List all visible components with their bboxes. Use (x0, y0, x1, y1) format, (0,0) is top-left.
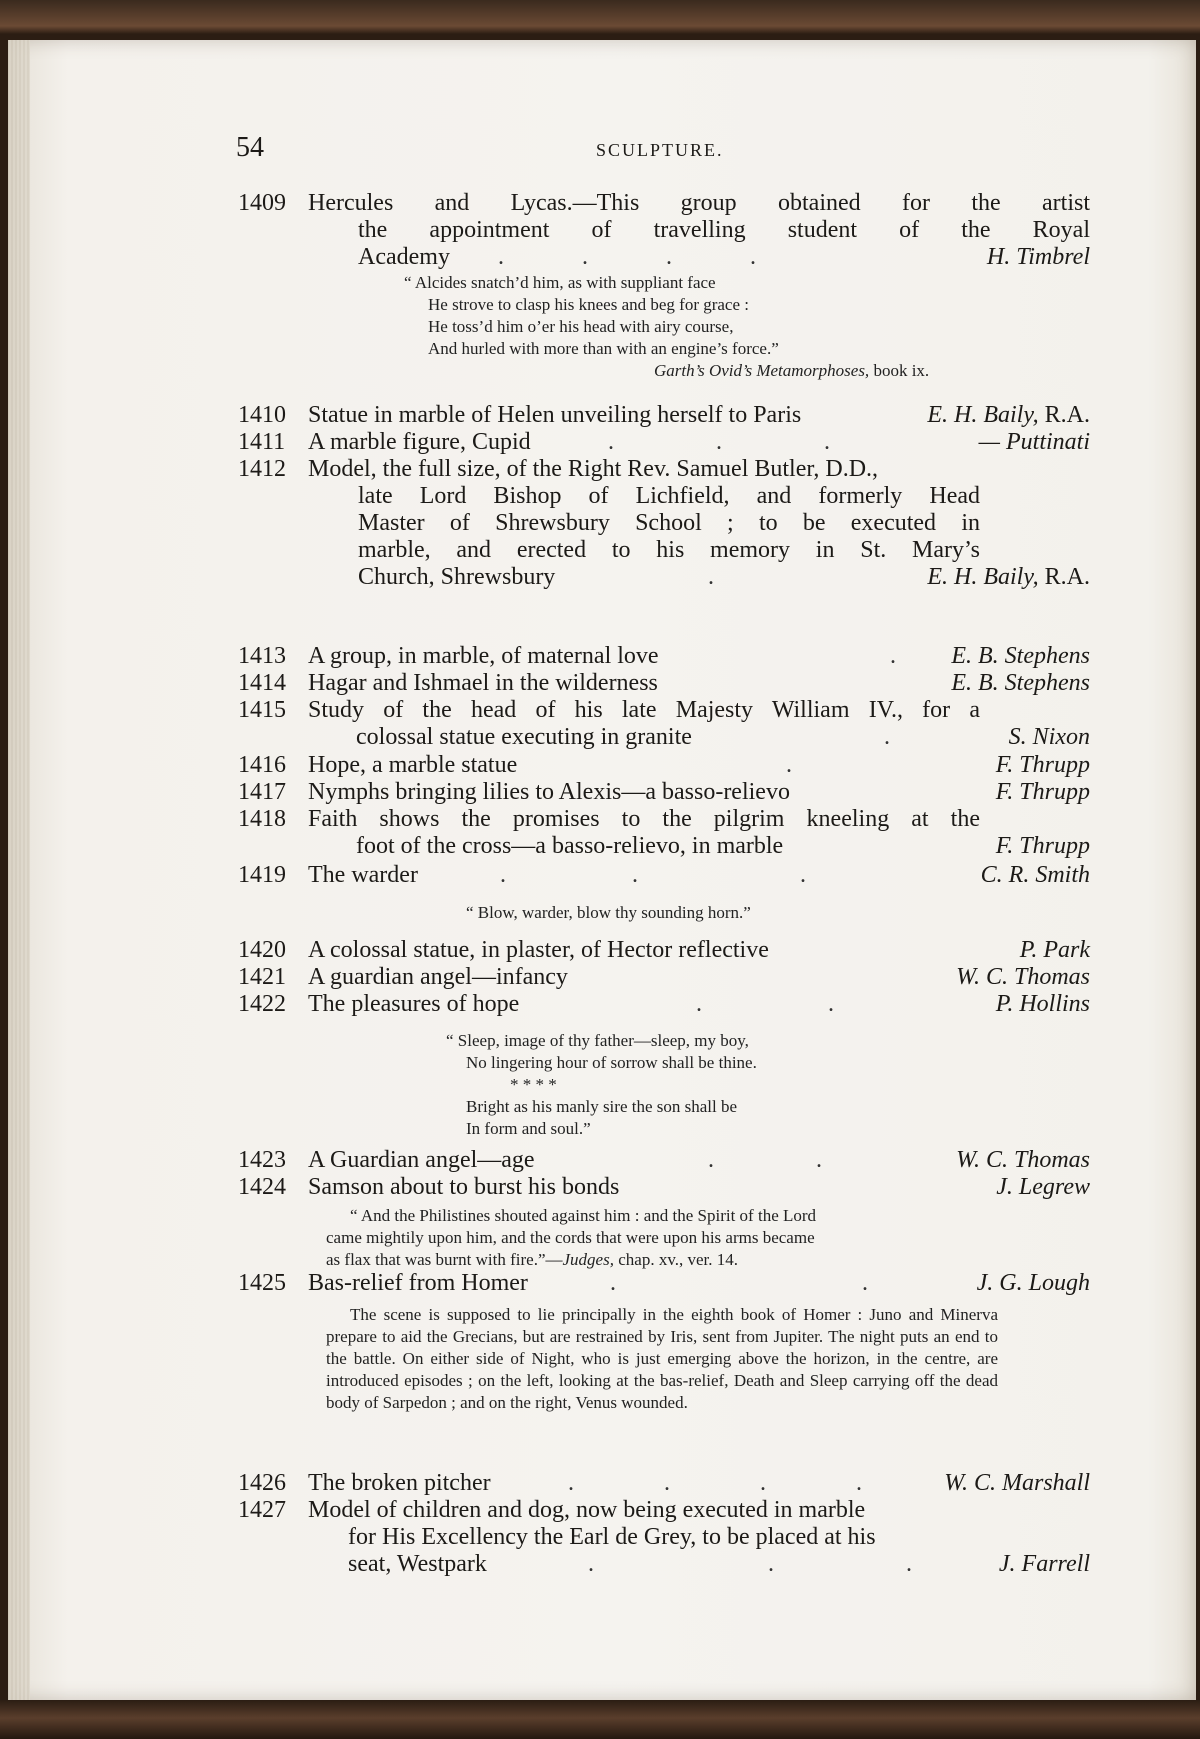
quote-source: Judges, (562, 1250, 614, 1269)
entry-number: 1421 (238, 964, 286, 990)
catalogue-entry (238, 779, 1090, 806)
quote-source-detail: chap. xv., ver. 14. (613, 1250, 738, 1269)
entry-number: 1415 (238, 697, 286, 723)
entry-title: Hope, a marble statue (308, 752, 518, 778)
artist-name: C. R. Smith (980, 862, 1090, 888)
quote-line: “ Alcides snatch’d him, as with suppliant face (404, 273, 716, 292)
quote-line: He toss’d him o’er his head with airy course, (428, 317, 734, 336)
artist-name: J. G. Lough (976, 1270, 1090, 1296)
catalogue-entry: 1419 The warder . . . C. R. Smith (238, 862, 1090, 888)
entry-title: Study of the head of his late Majesty William IV., for a (308, 697, 980, 723)
artist-name: W. C. Thomas (956, 964, 1090, 990)
artist-title: R.A. (1038, 564, 1090, 590)
entry-title: seat, Westpark (348, 1551, 487, 1577)
catalogue-entry (238, 670, 1090, 697)
entry-title: Model of children and dog, now being executed in marble (308, 1497, 866, 1523)
entry-number: 1417 (238, 779, 286, 805)
entry-number: 1416 (238, 752, 286, 778)
entry-number: 1422 (238, 991, 286, 1017)
running-title: SCULPTURE. (596, 140, 724, 160)
entry-number: 1413 (238, 643, 286, 669)
entry-number: 1414 (238, 670, 286, 696)
entry-number: 1418 (238, 806, 286, 832)
catalogue-entry: 1426 The broken pitcher . . . . W. C. Marshall (238, 1470, 1090, 1496)
catalogue-entry (238, 1174, 1090, 1201)
catalogue-entry (238, 964, 1090, 991)
prose-quote (326, 1205, 816, 1271)
book-page (8, 40, 1196, 1700)
entry-number: 1411 (238, 429, 286, 455)
quote-line: “ Sleep, image of thy father—sleep, my boy, (446, 1031, 749, 1050)
verse-quote (446, 1030, 757, 1140)
artist-name: F. Thrupp (995, 779, 1090, 805)
entry-title: the appointment of travelling student of the Royal (358, 217, 1090, 243)
entry-title: Nymphs bringing lilies to Alexis—a basso-relievo (308, 779, 790, 805)
quote-line: “ Blow, warder, blow thy sounding horn.” (466, 903, 751, 922)
entry-title: A group, in marble, of maternal love (308, 643, 659, 669)
artist-name: W. C. Thomas (956, 1147, 1090, 1173)
entry-title: A marble figure, Cupid (308, 429, 531, 455)
verse-quote (404, 272, 929, 382)
catalogue-entry: 1411 A marble figure, Cupid . . . — Puttinati (238, 429, 1090, 455)
catalogue-entry (238, 402, 1090, 429)
entry-number: 1426 (238, 1470, 286, 1496)
artist-name: — Puttinati (978, 429, 1090, 455)
catalogue-entry (238, 806, 1090, 860)
entry-title: foot of the cross—a basso-relievo, in marble (356, 833, 784, 859)
artist-name: E. H. Baily, (927, 564, 1039, 590)
quote-line: And hurled with more than with an engine’s force.” (428, 339, 779, 358)
quote-line: “ And the Philistines shouted against him : and the Spirit of the Lord (350, 1206, 817, 1225)
catalogue-entry: 1416 Hope, a marble statue . F. Thrupp (238, 752, 1090, 778)
entry-title: A Guardian angel—age (308, 1147, 535, 1173)
entry-title: Academy (358, 244, 450, 270)
entry-title: for His Excellency the Earl de Grey, to be placed at his (348, 1524, 876, 1550)
quote-line: as flax that was burnt with fire.”— (326, 1250, 563, 1269)
page-text (8, 40, 1196, 1700)
entry-title: The broken pitcher (308, 1470, 491, 1496)
entry-title: Hagar and Ishmael in the wilderness (308, 670, 658, 696)
entry-title: Faith shows the promises to the pilgrim kneeling at the (308, 806, 980, 832)
catalogue-entry: 1425 Bas-relief from Homer . . J. G. Lough (238, 1270, 1090, 1296)
entry-number: 1427 (238, 1497, 286, 1523)
entry-title: colossal statue executing in granite (356, 724, 692, 750)
entry-title: Master of Shrewsbury School ; to be executed in (358, 510, 980, 536)
catalogue-entry: 1423 A Guardian angel—age . . W. C. Thomas (238, 1147, 1090, 1173)
catalogue-entry: 1415 Study of the head of his late Majesty William IV., for a colossal statue executing in granite . S. Nixon (238, 697, 1090, 750)
artist-name: E. B. Stephens (951, 643, 1090, 669)
entry-number: 1419 (238, 862, 286, 888)
entry-number: 1425 (238, 1270, 286, 1296)
artist-title: R.A. (1038, 402, 1090, 428)
quote-line: In form and soul.” (466, 1119, 591, 1138)
quote-line: No lingering hour of sorrow shall be thine. (466, 1053, 757, 1072)
artist-name: P. Park (1019, 937, 1090, 963)
description-paragraph: The scene is supposed to lie principally in the eighth book of Homer : Juno and Minerva prepare to aid the Grecians, but are restrained by Iris, sent from Jupiter. The night puts an end to the battle. On either side of Night, who is just emerging above the horizon, in the centre, are introduced episodes ; on the left, looking at the bas-relief, Death and Sleep carrying off the dead body of Sarpedon ; and on the right, Venus wounded. (326, 1305, 998, 1412)
entry-title: Statue in marble of Helen unveiling herself to Paris (308, 402, 802, 428)
entry-number: 1423 (238, 1147, 286, 1173)
entry-title: A guardian angel—infancy (308, 964, 568, 990)
catalogue-entry: 1409 Hercules and Lycas.—This group obtained for the artist the appointment of travelling student of the Royal Academy . . . . H. Timbrel (238, 190, 1090, 270)
quote-source: Garth’s Ovid’s Metamorphoses, (654, 361, 870, 380)
catalogue-entry: 1427 Model of children and dog, now being executed in marble for His Excellency the Earl de Grey, to be placed at his seat, Westpark . . . J. Farrell (238, 1497, 1090, 1577)
artist-name: H. Timbrel (986, 244, 1090, 270)
artist-name: F. Thrupp (995, 833, 1090, 859)
quote-line: He strove to clasp his knees and beg for grace : (428, 295, 749, 314)
entry-number: 1412 (238, 456, 286, 482)
entry-title: Church, Shrewsbury (358, 564, 556, 590)
entry-number: 1424 (238, 1174, 286, 1200)
entry-title: Samson about to burst his bonds (308, 1174, 620, 1200)
verse-quote (466, 902, 751, 924)
artist-name: W. C. Marshall (944, 1470, 1090, 1496)
artist-name: E. B. Stephens (951, 670, 1090, 696)
entry-title: The pleasures of hope (308, 991, 520, 1017)
entry-title: Bas-relief from Homer (308, 1270, 528, 1296)
separator-asterisks: * * * * (510, 1075, 557, 1094)
quote-line: Bright as his manly sire the son shall be (466, 1097, 738, 1116)
entry-title: marble, and erected to his memory in St. Mary’s (358, 537, 980, 563)
entry-title: The warder (308, 862, 418, 888)
catalogue-entry (238, 937, 1090, 964)
catalogue-entry: 1412 Model, the full size, of the Right Rev. Samuel Butler, D.D., late Lord Bishop of Lichfield, and formerly Head Master of Shrewsbury School ; to be executed in marble, and erected to his memory in St. Mary’s Church, Shrewsbury . E. H. Baily, R.A. (238, 456, 1090, 590)
catalogue-entry: 1413 A group, in marble, of maternal love . E. B. Stephens (238, 643, 1090, 669)
entry-title: Model, the full size, of the Right Rev. Samuel Butler, D.D., (308, 456, 879, 482)
entry-title: late Lord Bishop of Lichfield, and formerly Head (358, 483, 980, 509)
page-number: 54 (236, 132, 264, 163)
quote-source-detail: book ix. (869, 361, 930, 380)
artist-name: P. Hollins (995, 991, 1090, 1017)
artist-name: F. Thrupp (995, 752, 1090, 778)
catalogue-entry: 1422 The pleasures of hope . . P. Hollins (238, 991, 1090, 1017)
entry-number: 1410 (238, 402, 286, 428)
entry-number: 1420 (238, 937, 286, 963)
artist-name: E. H. Baily, (927, 402, 1039, 428)
quote-line: came mightily upon him, and the cords that were upon his arms became (326, 1228, 815, 1247)
entry-title: A colossal statue, in plaster, of Hector reflective (308, 937, 769, 963)
artist-name: S. Nixon (1008, 724, 1090, 750)
artist-name: J. Farrell (998, 1551, 1090, 1577)
artist-name: J. Legrew (996, 1174, 1090, 1200)
entry-number: 1409 (238, 190, 286, 216)
entry-title: Hercules and Lycas.—This group obtained for the artist (308, 190, 1090, 216)
